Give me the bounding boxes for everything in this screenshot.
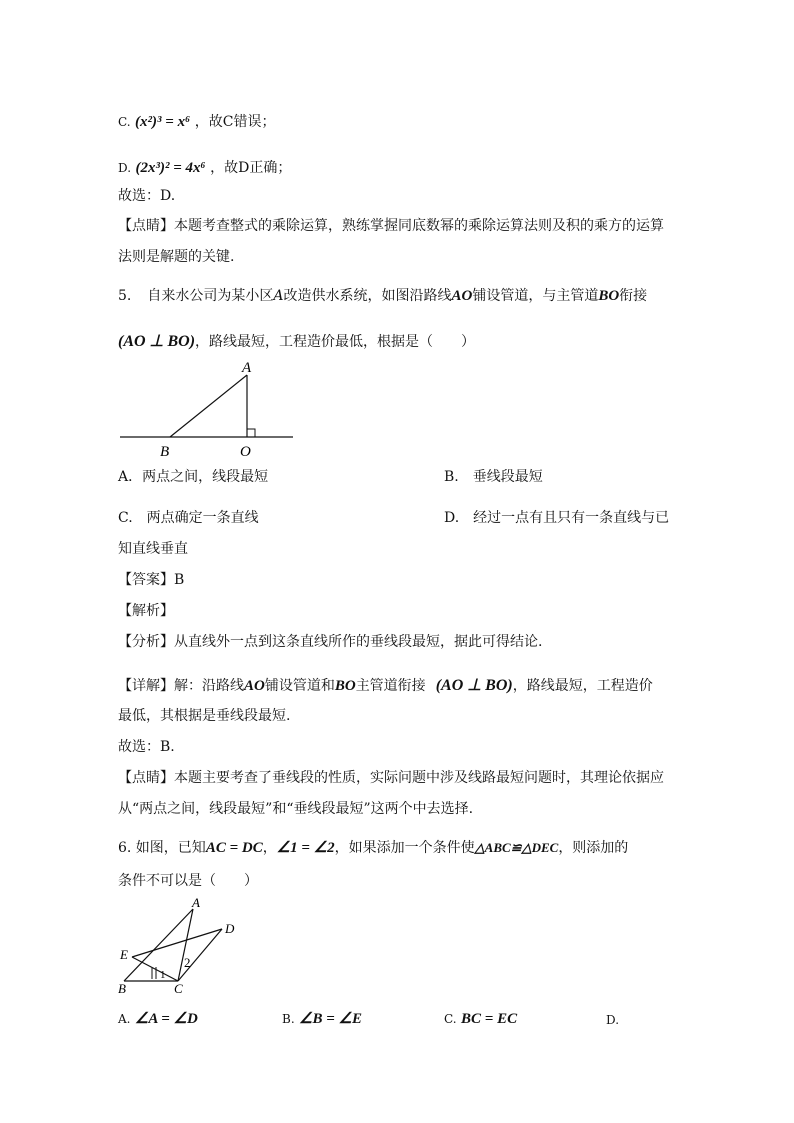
perpendicular-figure	[115, 355, 305, 460]
comment-text: 本题考查整式的乘除运算，熟练掌握同底数幂的乘除运算法则及积的乘方的运算	[174, 218, 664, 234]
point-label-e: E	[120, 947, 128, 962]
detail-text: 铺设管道和	[264, 678, 335, 694]
math-expression: (x²)³ = x⁶	[135, 114, 191, 130]
math-expression: (AO ⊥ BO)	[118, 333, 196, 350]
option-label: C.	[118, 115, 131, 129]
comment-line-1	[118, 216, 664, 236]
math-expression: AO	[244, 678, 265, 694]
option-text: ，故D正确；	[210, 160, 292, 176]
option-label: D.	[606, 1013, 620, 1027]
analysis-heading: 【解析】	[118, 603, 174, 619]
point-label-b: B	[160, 444, 170, 460]
point-label-c: C	[174, 981, 183, 996]
q6-option-b	[282, 1009, 362, 1029]
option-label: B.	[282, 1012, 295, 1026]
q5-comment-line-1: 【点睛】本题主要考查了垂线段的性质，实际问题中涉及线路最短问题时，其理论依据应	[118, 770, 664, 786]
option-d-line	[118, 158, 291, 178]
math-expression: BC = EC	[461, 1011, 518, 1027]
math-expression: (AO ⊥ BO)	[435, 677, 513, 694]
math-expression: (2x³)² = 4x⁶	[135, 160, 206, 176]
point-label-a: A	[192, 895, 200, 910]
point-label-o: O	[240, 444, 251, 460]
q5-stem-line-1	[118, 286, 647, 306]
q6-option-a	[118, 1009, 198, 1029]
math-expression: AC = DC	[205, 840, 263, 856]
detail-line-2: 最低，其根据是垂线段最短.	[118, 708, 291, 724]
stem-text: 6. 如图，已知	[118, 840, 206, 856]
q5-option-d: D. 经过一点有且只有一条直线与已	[444, 510, 670, 526]
math-expression: ∠B = ∠E	[299, 1011, 363, 1027]
math-expression: BO	[598, 288, 620, 304]
math-expression: BO	[334, 678, 356, 694]
segment-ab	[170, 375, 247, 437]
segment-ec	[132, 957, 178, 981]
stem-text: 改造供水系统，如图沿路线	[283, 288, 452, 304]
q5-option-d-cont: 知直线垂直	[118, 541, 188, 557]
comment-tag: 【点睛】	[118, 218, 174, 234]
detail-text: ，路线最短，工程造价	[512, 678, 653, 694]
point-label-b: B	[118, 981, 126, 996]
detail-line-1	[118, 676, 653, 696]
stem-text: ，	[262, 840, 277, 856]
angle-label-2: 2	[184, 955, 191, 970]
math-expression: ∠A = ∠D	[134, 1011, 198, 1027]
point-label-d: D	[225, 921, 235, 936]
detail-text: 主管道衔接	[355, 678, 426, 694]
q5-option-b: B. 垂线段最短	[444, 469, 543, 485]
answer-line: 【答案】B	[118, 572, 185, 588]
option-label: A.	[118, 1012, 131, 1026]
q5-comment-line-2: 从“两点之间，线段最短”和“垂线段最短”这两个中去选择.	[118, 801, 474, 817]
q5-option-a: A．两点之间，线段最短	[118, 469, 269, 485]
option-label: C.	[444, 1012, 457, 1026]
q6-stem-line-2: 条件不可以是（ ）	[118, 873, 258, 889]
detail-text: 【详解】解：沿路线	[118, 678, 244, 694]
q5-choose-line: 故选：B.	[118, 739, 175, 755]
option-label: D.	[118, 161, 132, 175]
q5-option-c: C. 两点确定一条直线	[118, 510, 259, 526]
stem-text: 衔接	[619, 288, 648, 304]
segment-ac	[178, 909, 193, 981]
right-angle-mark	[247, 429, 255, 437]
stem-text: 铺设管道，与主管道	[472, 288, 599, 304]
fenxi-line: 【分析】从直线外一点到这条直线所作的垂线段最短，据此可得结论.	[118, 634, 543, 650]
q6-option-c	[444, 1009, 517, 1029]
q6-option-d	[606, 1010, 619, 1030]
stem-text: ，则添加的	[558, 840, 629, 856]
comment-line-2: 法则是解题的关键.	[118, 249, 235, 265]
stem-text: ，如果添加一个条件使	[334, 840, 475, 856]
stem-text: 自来水公司为某小区	[147, 288, 274, 304]
choose-line: 故选：D.	[118, 188, 176, 204]
option-text: ，故C错误；	[194, 114, 276, 130]
question-number: 5.	[118, 288, 132, 304]
congruent-triangles-figure	[112, 895, 247, 1000]
segment-ed	[132, 929, 222, 957]
math-expression: △ABC≌△DEC	[474, 840, 559, 855]
angle-label-1: 1	[160, 969, 166, 981]
stem-text: ，路线最短，工程造价最低，根据是（ ）	[195, 334, 476, 350]
option-c-line	[118, 112, 275, 132]
math-expression: ∠1 = ∠2	[276, 840, 335, 856]
q5-stem-line-2	[118, 332, 475, 352]
math-expression: AO	[451, 288, 473, 304]
stem-var: A	[273, 288, 284, 304]
q6-stem-line-1	[118, 838, 628, 858]
point-label-a: A	[242, 360, 252, 376]
